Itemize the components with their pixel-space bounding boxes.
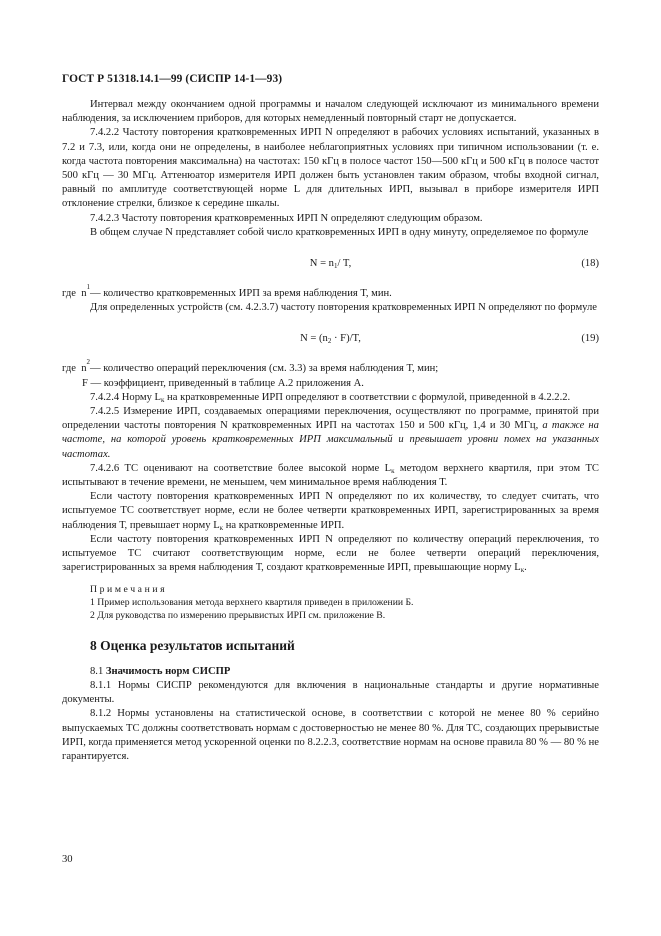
note-item: 1 Пример использования метода верхнего квартиля приведен в приложении Б. bbox=[90, 597, 414, 609]
formula-rhs: · F)/T, bbox=[331, 333, 361, 345]
paragraph-7-4-2-5 bbox=[62, 405, 599, 462]
paragraph bbox=[62, 533, 599, 576]
paragraph: Для определенных устройств (см. 4.2.3.7) частоту повторения кратковременных ИРП N определяют по формуле bbox=[90, 302, 597, 314]
subscript: к bbox=[520, 566, 525, 575]
paragraph-7-4-2-6 bbox=[62, 462, 599, 490]
section-heading: 8 Оценка результатов испытаний bbox=[90, 638, 295, 654]
formula-subscript: 1 bbox=[333, 262, 338, 271]
note-item: 2 Для руководства по измерению прерывистых ИРП см. приложение В. bbox=[90, 610, 386, 622]
formula-18 bbox=[62, 257, 599, 271]
text-run: Если частоту повторения кратковременных ИРП N определяют по количеству операций переключения, то испытуемое ТС считают соответствующим норме, если не более четверти операций переключения, зарегистрированных за время наблюдения Т, создают кратковременные ИРП, превышающие норму L bbox=[62, 533, 599, 574]
subscript: к bbox=[161, 395, 165, 404]
text-run: на кратковременные ИРП определяют в соответствии с формулой, приведенной в 4.2.2.2. bbox=[164, 391, 571, 403]
text-run: Если частоту повторения кратковременных ИРП N определяют по их количеству, то следует считать, что испытуемое ТС соответствует норме, если не более четверти кратковременных ИРП, зарегистрированных за время наблюдения Т, превышает норму L bbox=[62, 491, 599, 531]
formula-18-expression bbox=[62, 257, 599, 271]
text-run: методом верхнего квартиля, при этом ТС испытывают в течение времени, не меньшем, чем минимальное время наблюдения Т. bbox=[62, 462, 599, 489]
document-body bbox=[62, 98, 599, 764]
formula-lhs: N = n bbox=[309, 258, 334, 270]
text-run: 7.4.2.5 Измерение ИРП, создаваемых операциями переключения, осуществляют по программе, принятой при определении частоты повторения N кратковременных ИРП на частотах 150 и 500 кГц, 1,4 и 30 МГц, bbox=[62, 406, 599, 432]
legend-text: — количество операций переключения (см. 3.3) за время наблюдения Т, мин; bbox=[90, 363, 439, 375]
paragraph: В общем случае N представляет собой число кратковременных ИРП в одну минуту, определяемое по формуле bbox=[90, 226, 589, 238]
text-run: . bbox=[524, 562, 527, 574]
legend-text: — количество кратковременных ИРП за время наблюдения Т, мин. bbox=[90, 288, 392, 300]
document-header: ГОСТ Р 51318.14.1—99 (СИСПР 14-1—93) bbox=[62, 73, 283, 85]
formula-18-legend bbox=[62, 283, 599, 301]
formula-19-expression bbox=[62, 332, 599, 346]
formula-19-legend bbox=[62, 358, 599, 390]
formula-subscript: 2 bbox=[327, 337, 332, 346]
subsection-title: Значимость норм СИСПР bbox=[105, 665, 231, 677]
notes-block bbox=[62, 583, 599, 622]
page-number: 30 bbox=[62, 854, 73, 865]
formula-lhs: N = (n bbox=[300, 333, 328, 345]
paragraph: Интервал между окончанием одной программы и началом следующей исключают из минимального времени наблюдения, за исключением приборов, для которых немедленный повторный старт не допускается. bbox=[62, 99, 599, 125]
formula-19-number: (19) bbox=[581, 333, 599, 345]
legend-key: где n bbox=[62, 363, 87, 375]
legend-text: коэффициент, приведенный в таблице А.2 приложения А. bbox=[103, 377, 364, 389]
formula-19 bbox=[62, 332, 599, 346]
paragraph bbox=[62, 490, 599, 533]
subscript: к bbox=[391, 466, 395, 475]
italic-text-run: а также на частоте, на которой уровень кратковременных ИРП максимальный и превышает уровни помех на указанных частотах. bbox=[62, 420, 599, 460]
text-run: 7.4.2.6 ТС оценивают на соответствие более высокой норме L bbox=[90, 462, 392, 474]
paragraph-8-1-1: 8.1.1 Нормы СИСПР рекомендуются для включения в национальные стандарты и другие нормативные документы. bbox=[62, 679, 599, 706]
text-run: 7.4.2.4 Норму L bbox=[90, 391, 161, 403]
legend-key: F — bbox=[82, 377, 104, 389]
paragraph-8-1-2: 8.1.2 Нормы установлены на статистической основе, в соответствии с которой не менее 80 % серийно выпускаемых ТС должны соответствовать нормам с достоверностью не менее 80 %. Для ТС, создающих прерывистые ИРП, когда применяется метод ускоренной оценки по 8.2.2.3, соответствие нормам на основе правила 80 % — 80 % не гарантируется. bbox=[62, 708, 599, 762]
paragraph-7-4-2-3: 7.4.2.3 Частоту повторения кратковременных ИРП N определяют следующим образом. bbox=[90, 212, 483, 224]
legend-subscript: 2 bbox=[86, 358, 91, 367]
subsection-number: 8.1 bbox=[90, 665, 106, 677]
legend-subscript: 1 bbox=[86, 283, 91, 292]
subsection-8-1 bbox=[62, 665, 599, 679]
formula-rhs: / T, bbox=[337, 258, 352, 270]
paragraph-7-4-2-4 bbox=[62, 391, 599, 405]
subscript: к bbox=[219, 523, 224, 532]
notes-title: Примечания bbox=[90, 584, 168, 596]
paragraph-7-4-2-2: 7.4.2.2 Частоту повторения кратковременных ИРП N определяют в рабочих условиях испытаний, указанных в 7.2 и 7.3, или, когда они не определены, в наиболее неблагоприятных условиях при типичном использовании (т. е. когда частота повторения максимальна) на частотах: 150 кГц в полосе частот 150—500 кГц и 500 кГц в полосе частот 500 кГц — 30 МГц. Аттенюатор измерителя ИРП должен быть установлен таким образом, чтобы входной сигнал, равный по амплитуде соответствующей норме L для длительных ИРП, вызывал в приборе измерителя ИРП отклонение стрелки, близкое к середине шкалы. bbox=[62, 127, 599, 210]
legend-key: где n bbox=[62, 288, 87, 300]
text-run: на кратковременные ИРП. bbox=[223, 519, 345, 531]
formula-18-number: (18) bbox=[581, 258, 599, 270]
